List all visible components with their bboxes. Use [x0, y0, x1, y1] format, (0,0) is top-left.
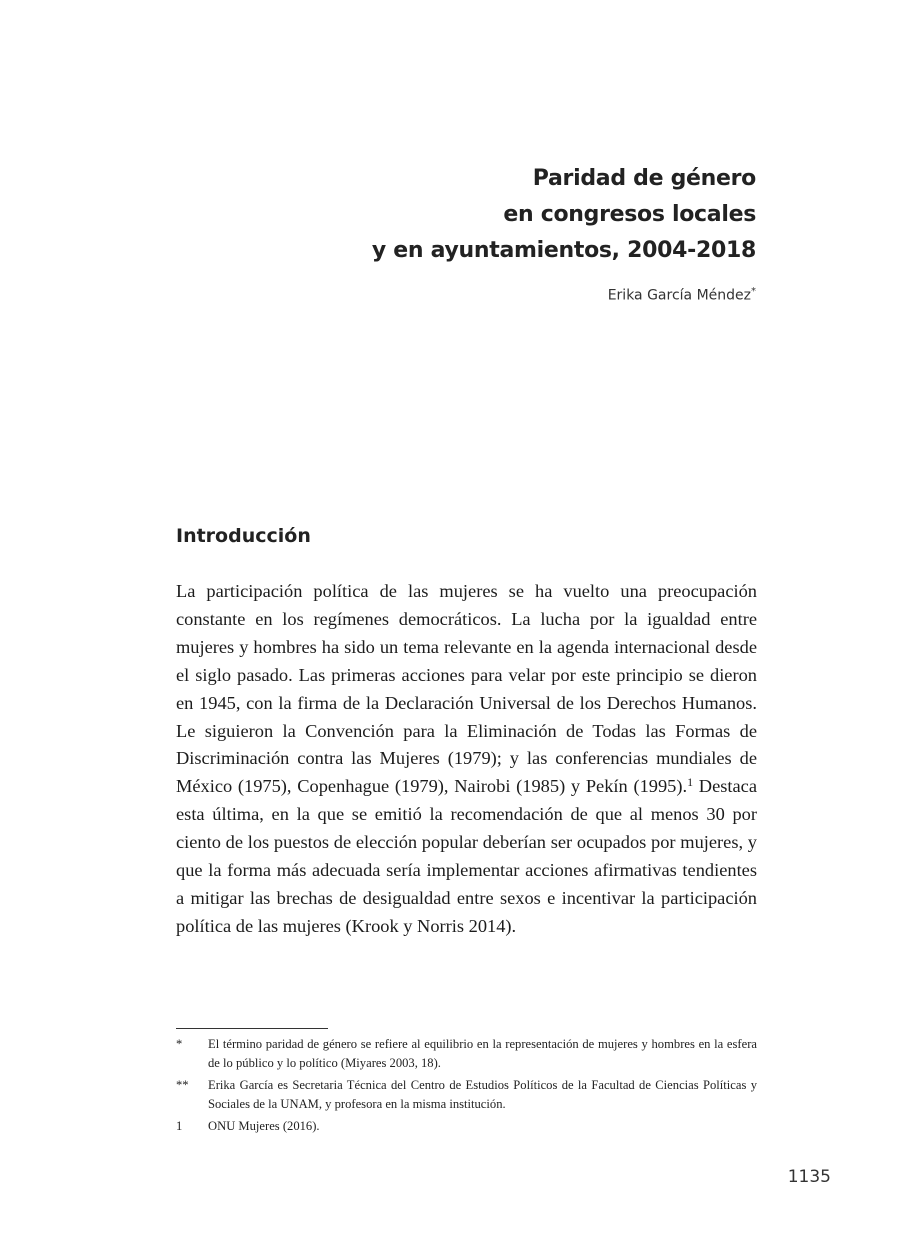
chapter-title — [372, 161, 756, 269]
chapter-title-line: en congresos locales — [503, 201, 756, 227]
footnote-mark: ** — [176, 1078, 189, 1092]
footnote — [176, 1117, 757, 1136]
footnote-text: El término paridad de género se refiere al equilibrio en la representación de mujeres y hombres en la esfera de lo público y lo político (Miyares 2003, 18). — [208, 1037, 757, 1070]
page-number: 1135 — [787, 1167, 831, 1187]
paragraph-text: Destaca esta última, en la que se emitió la recomendación de que al menos 30 por ciento de los puestos de elección popular deberían ser ocupados por mujeres, y que la forma más adecuada sería implementar acciones afirmativas tendientes a mitigar las brechas de desigualdad entre sexos e incentivar la participación política de las mujeres (Krook y Norris 2014). — [176, 776, 758, 936]
author-name: Erika García Méndez — [607, 287, 751, 304]
author-footnote-mark: * — [751, 286, 756, 297]
footnotes — [176, 1035, 757, 1140]
footnote-text: ONU Mujeres (2016). — [208, 1119, 320, 1133]
section-heading: Introducción — [176, 525, 311, 547]
footnote-mark: * — [176, 1037, 183, 1051]
chapter-title-line: Paridad de género — [532, 165, 756, 191]
body-paragraph — [176, 578, 757, 941]
chapter-title-line: y en ayuntamientos, 2004-2018 — [371, 237, 756, 263]
footnote-separator — [176, 1028, 328, 1029]
footnote — [176, 1076, 757, 1113]
footnote — [176, 1035, 757, 1072]
footnote-text: Erika García es Secretaria Técnica del Centro de Estudios Políticos de la Facultad de Ciencias Políticas y Sociales de la UNAM, y profesora en la misma institución. — [208, 1078, 757, 1111]
footnote-mark: 1 — [176, 1119, 183, 1133]
paragraph-text: La participación política de las mujeres se ha vuelto una preocupación constante en los regímenes democráticos. La lucha por la igualdad entre mujeres y hombres ha sido un tema relevante en la agenda internacional desde el siglo pasado. Las primeras acciones para velar por este principio se dieron en 1945, con la firma de la Declaración Universal de los Derechos Humanos. Le siguieron la Convención para la Eliminación de Todas las Formas de Discriminación contra las Mujeres (1979); y las conferencias mundiales de México (1975), Copenhague (1979), Nairobi (1985) y Pekín (1995). — [176, 581, 757, 797]
author-byline — [608, 286, 756, 304]
footnote-reference: 1 — [687, 775, 694, 790]
